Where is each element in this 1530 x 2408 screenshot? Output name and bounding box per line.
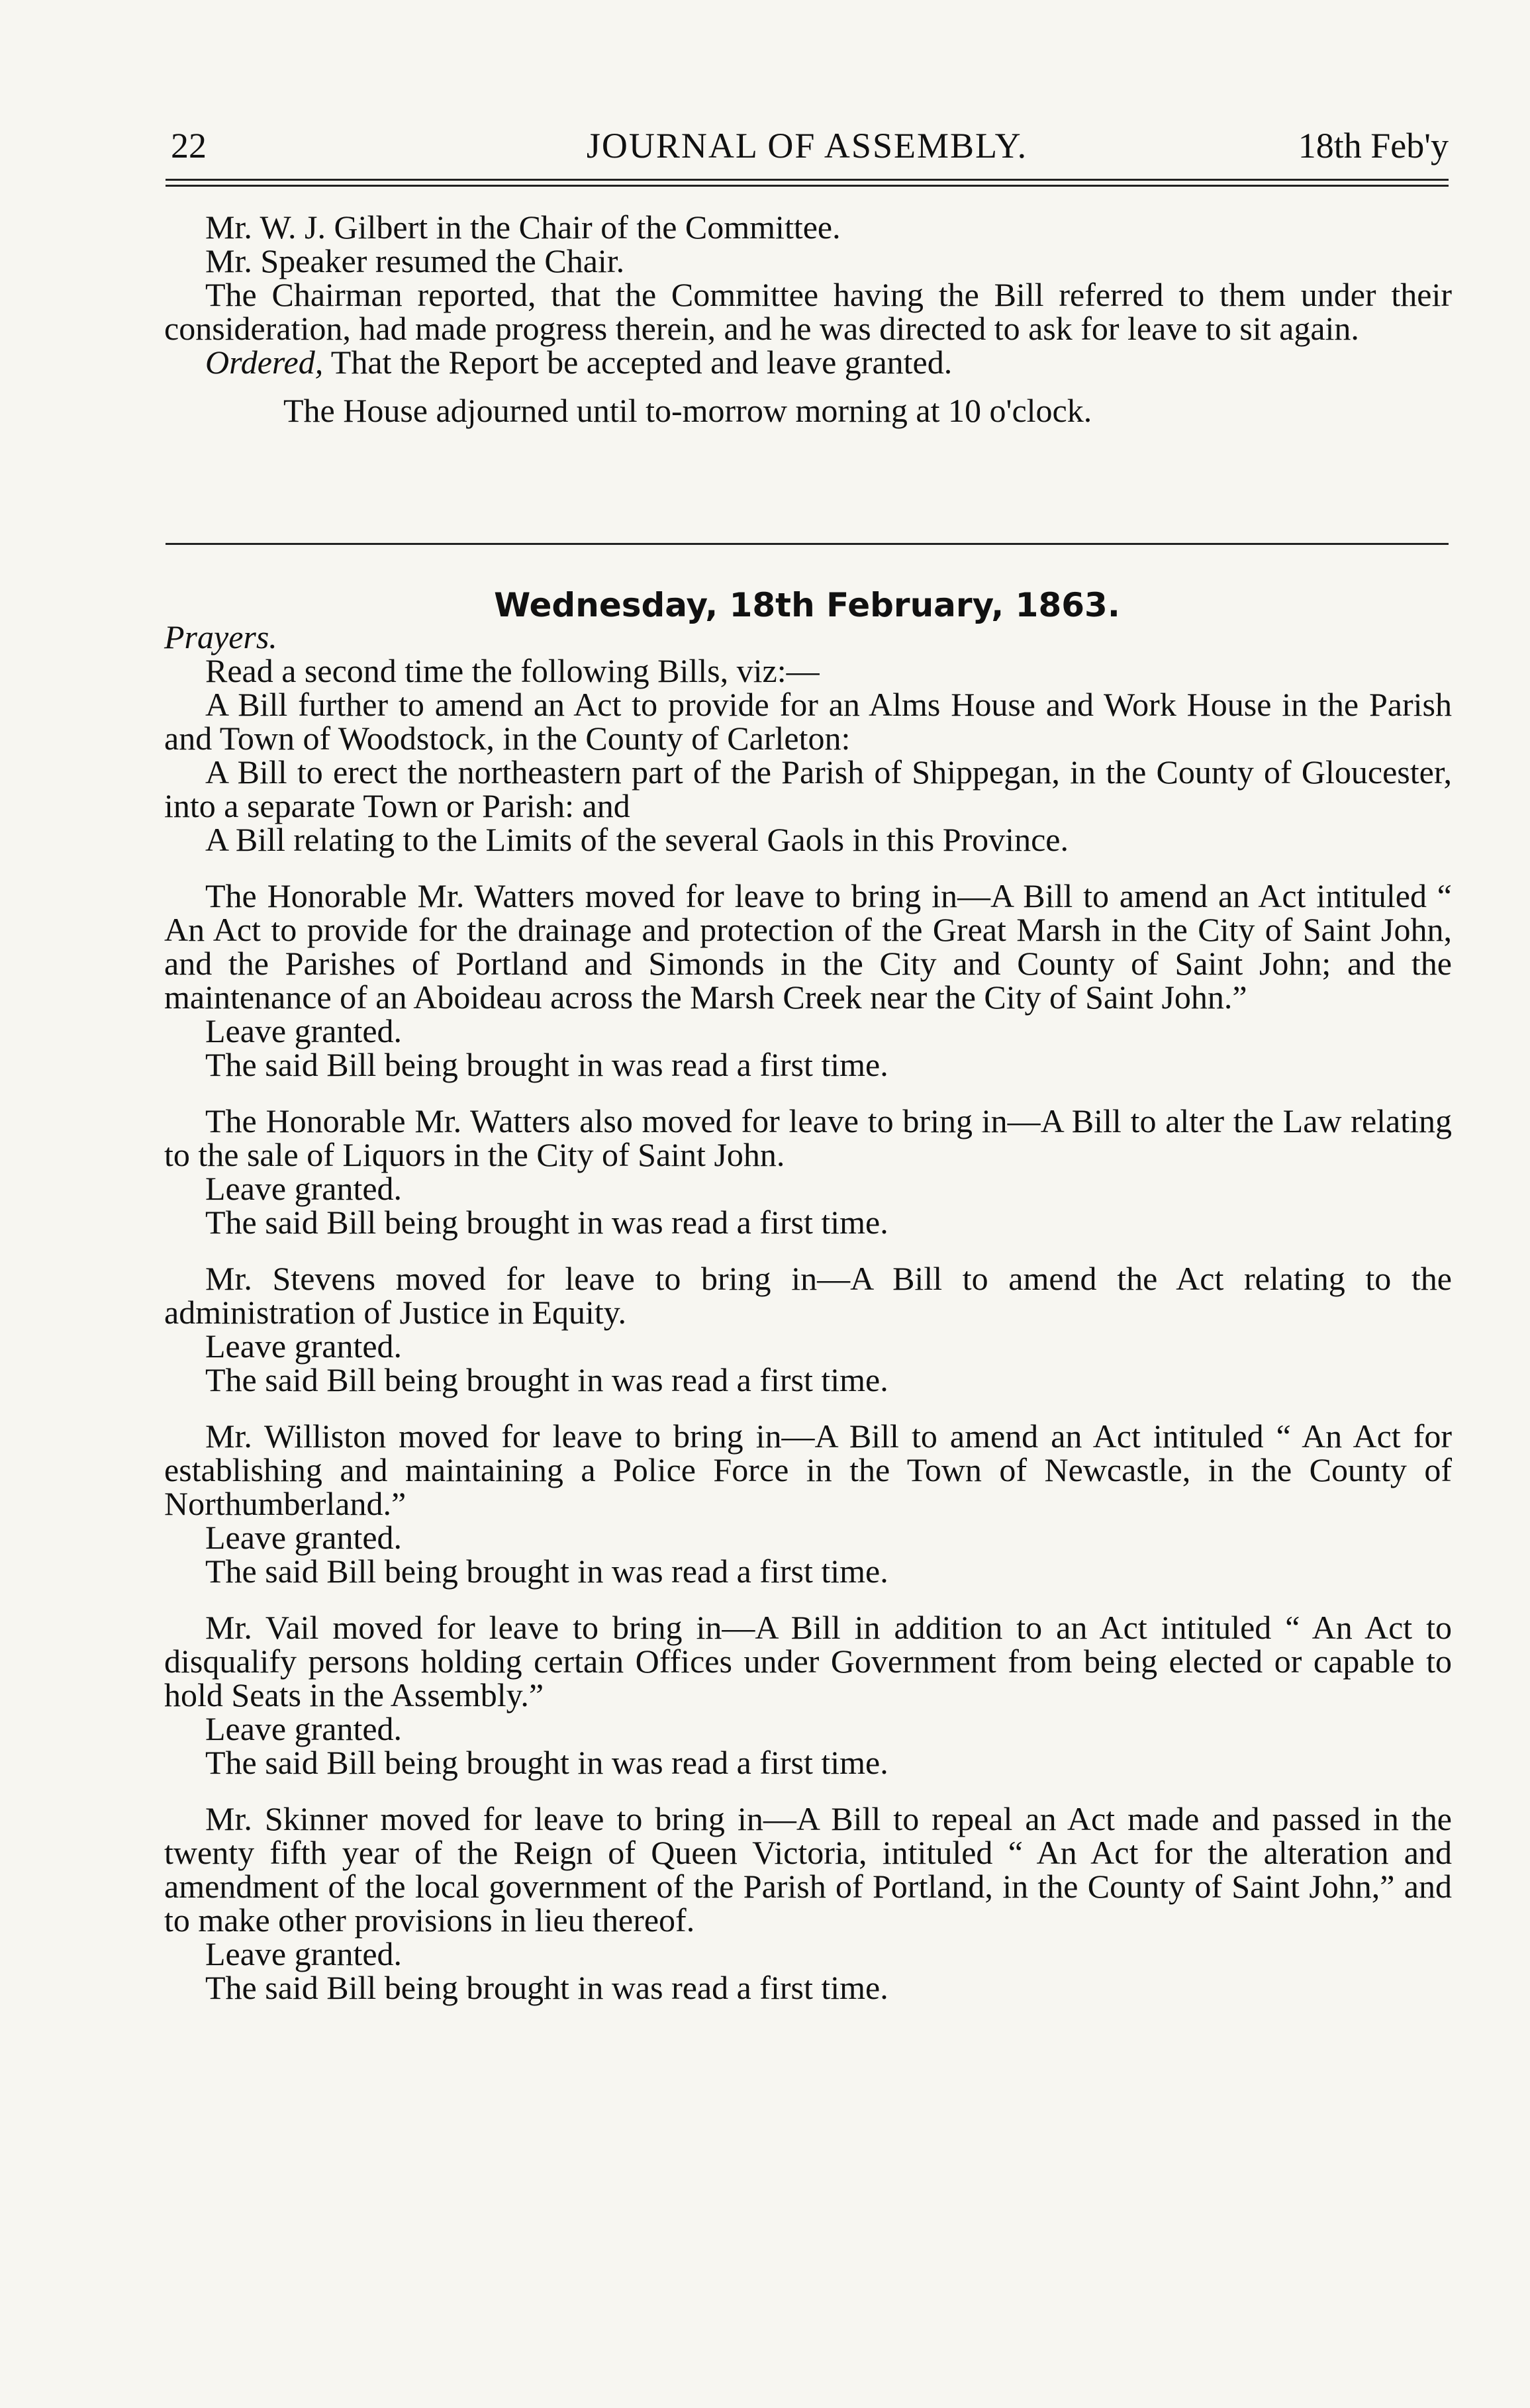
first-reading: The said Bill being brought in was read a first time. (205, 1046, 888, 1083)
leave-granted: Leave granted. (205, 1935, 403, 1972)
first-reading: The said Bill being brought in was read a first time. (205, 1969, 888, 2006)
motion-block (164, 1420, 1452, 1588)
bill-woodstock: A Bill further to amend an Act to provide for an Alms House and Work House in the Parish and Town of Woodstock, in the County of Carleton: (164, 686, 1452, 757)
bill-gaols: A Bill relating to the Limits of the several Gaols in this Province. (205, 821, 1069, 858)
leave-granted: Leave granted. (205, 1327, 403, 1365)
top-section (164, 211, 1452, 428)
motion-text: Mr. Skinner moved for leave to bring in—A Bill to repeal an Act made and passed in the twenty fifth year of the Reign of Queen Victoria, intituled “ An Act for the alteration and amendment of the local government of the Parish of Portland, in the County of Saint John,” and to make other provisions in lieu thereof. (164, 1800, 1452, 1939)
motion-text: Mr. Stevens moved for leave to bring in—A Bill to amend the Act relating to the administration of Justice in Equity. (164, 1260, 1452, 1331)
leave-granted: Leave granted. (205, 1170, 403, 1207)
motion-block (164, 1262, 1452, 1397)
speaker-resumed-line: Mr. Speaker resumed the Chair. (205, 242, 625, 279)
page-header (166, 122, 1449, 169)
first-reading: The said Bill being brought in was read a first time. (205, 1204, 888, 1241)
leave-granted: Leave granted. (205, 1012, 403, 1049)
adjourn-line: The House adjourned until to-morrow morning at 10 o'clock. (283, 392, 1092, 429)
prayers-label: Prayers. (164, 618, 277, 655)
motion-block (164, 879, 1452, 1082)
ordered-label: Ordered, (205, 344, 324, 381)
day-heading: Wednesday, 18th February, 1863. (494, 586, 1120, 624)
first-reading: The said Bill being brought in was read a first time. (205, 1744, 888, 1781)
motion-block (164, 1104, 1452, 1239)
page-number: 22 (171, 126, 207, 166)
committee-chair-line: Mr. W. J. Gilbert in the Chair of the Committee. (205, 209, 841, 246)
second-reading-intro: Read a second time the following Bills, viz:— (205, 652, 820, 689)
first-reading: The said Bill being brought in was read a first time. (205, 1361, 888, 1398)
first-reading: The said Bill being brought in was read a first time. (205, 1553, 888, 1590)
chairman-report: The Chairman reported, that the Committee having the Bill referred to them under their consideration, had made progress therein, and he was directed to ask for leave to sit again. (164, 276, 1452, 347)
section-divider (166, 543, 1449, 545)
motion-text: The Honorable Mr. Watters also moved for leave to bring in—A Bill to alter the Law relating to the sale of Liquors in the City of Saint John. (164, 1102, 1452, 1173)
motion-text: Mr. Vail moved for leave to bring in—A Bill in addition to an Act intituled “ An Act to disqualify persons holding certain Offices under Government from being elected or capable to hold Seats in the Assembly.” (164, 1609, 1452, 1713)
leave-granted: Leave granted. (205, 1519, 403, 1556)
header-rule (166, 179, 1449, 187)
motion-text: Mr. Williston moved for leave to bring in—A Bill to amend an Act intituled “ An Act for establishing and maintaining a Police Force in the Town of Newcastle, in the County of Northumberland.” (164, 1418, 1452, 1522)
motion-block (164, 1611, 1452, 1780)
running-title: JOURNAL OF ASSEMBLY. (586, 126, 1028, 166)
main-section (164, 620, 1452, 2005)
motion-text: The Honorable Mr. Watters moved for leave to bring in—A Bill to amend an Act intituled “ An Act to provide for the drainage and protection of the Great Marsh in the City of Saint John, and the Parishes of Portland and Simonds in the City and County of Saint John; and the maintenance of an Aboideau across the Marsh Creek near the City of Saint John.” (164, 877, 1452, 1016)
bill-shippegan: A Bill to erect the northeastern part of the Parish of Shippegan, in the County of Gloucester, into a separate Town or Parish: and (164, 753, 1452, 824)
ordered-line (164, 346, 1452, 379)
ordered-text: That the Report be accepted and leave granted. (323, 344, 953, 381)
motion-block (164, 1802, 1452, 2005)
running-date: 18th Feb'y (1298, 126, 1449, 166)
leave-granted: Leave granted. (205, 1710, 403, 1747)
